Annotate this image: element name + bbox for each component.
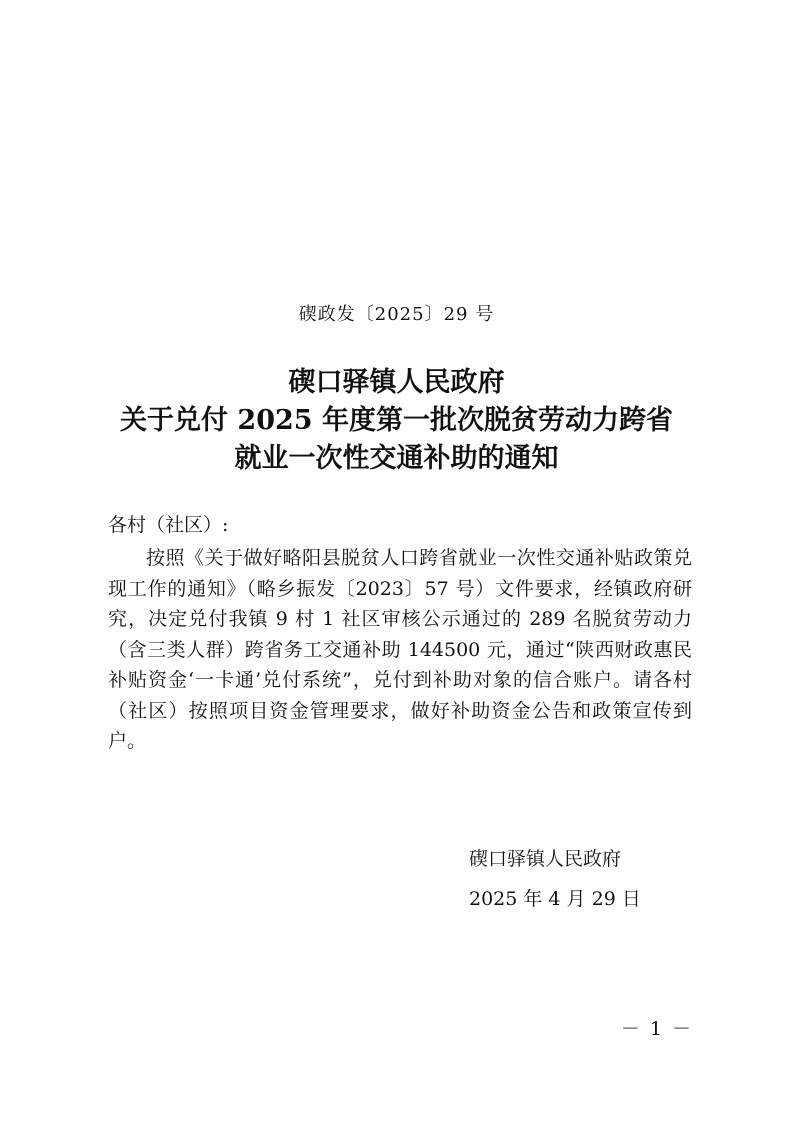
document-number: 碶政发〔2025〕29 号 xyxy=(298,304,495,325)
page-number: － 1 － xyxy=(620,1018,693,1040)
title-line-2: 关于兑付 2025 年度第一批次脱贫劳动力跨省 xyxy=(120,405,673,436)
signature-date: 2025 年 4 月 29 日 xyxy=(469,888,641,910)
title-line-3: 就业一次性交通补助的通知 xyxy=(234,443,559,474)
signature-organization: 碶口驿镇人民政府 xyxy=(469,848,622,870)
title-line-1: 碶口驿镇人民政府 xyxy=(288,367,505,398)
document-title xyxy=(0,364,793,478)
body-paragraph: 按照《关于做好略阳县脱贫人口跨省就业一次性交通补贴政策兑现工作的通知》（略乡振发〔2023〕57 号）文件要求，经镇政府研究，决定兑付我镇 9 村 1 社区审核公示通过的 289 名脱贫劳动力（含三类人群）跨省务工交通补助 144500 元，通过“陕西财政惠民补贴资金‘一卡通’兑付系统”，兑付到补助对象的信合账户。请各村（社区）按照项目资金管理要求，做好补助资金公告和政策宣传到户。 xyxy=(108,547,692,752)
salutation: 各村（社区）: xyxy=(108,514,229,536)
